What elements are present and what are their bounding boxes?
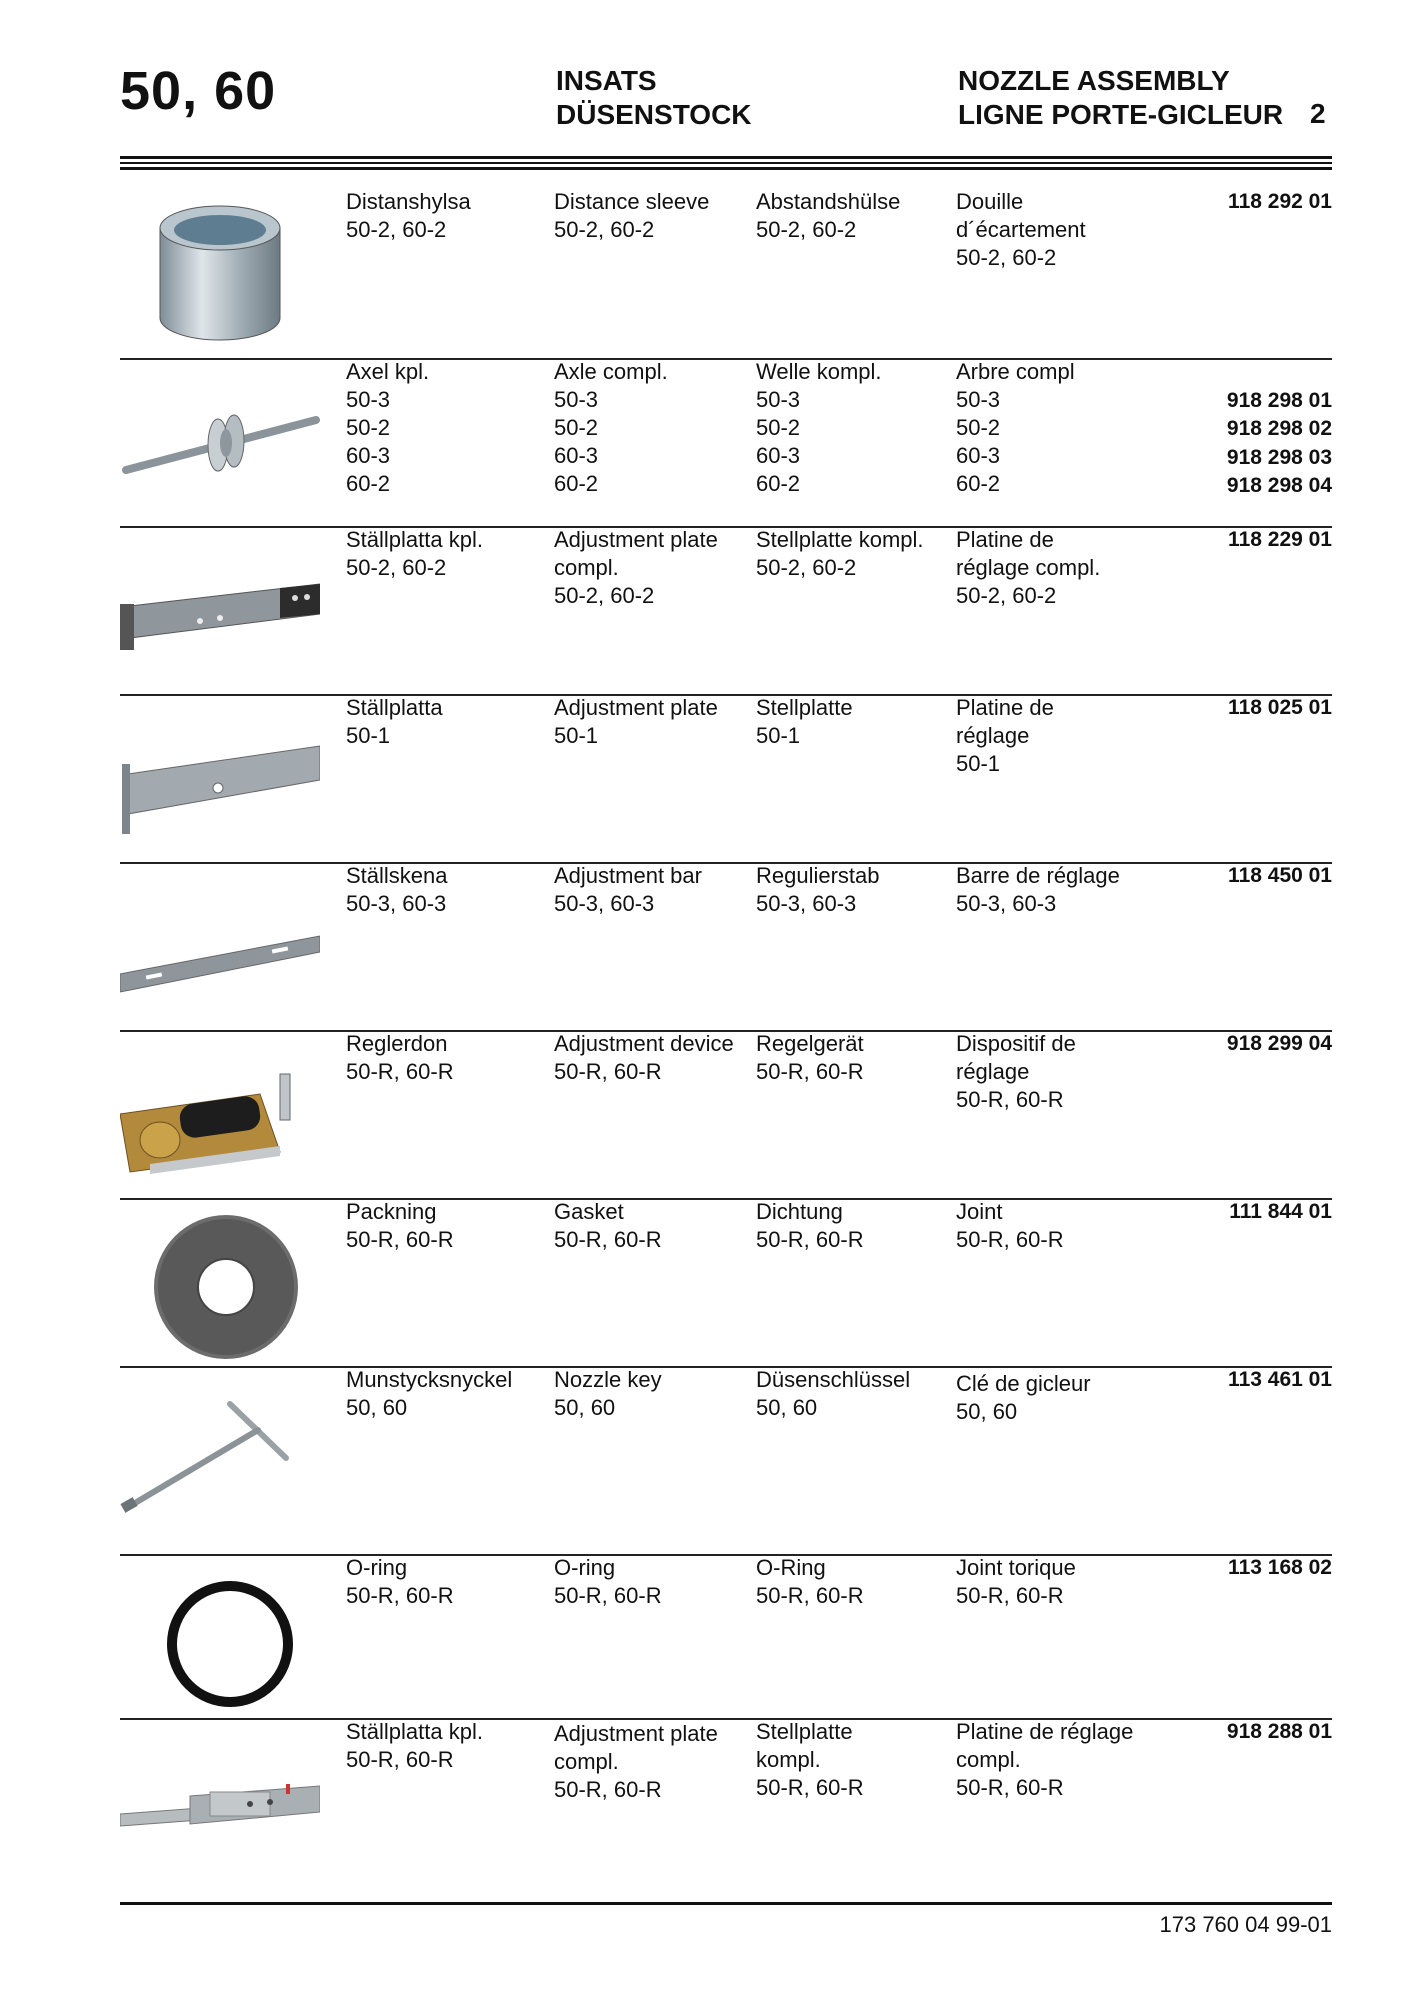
part-name-english: Nozzle key 50, 60 xyxy=(554,1367,662,1420)
title-german: DÜSENSTOCK xyxy=(556,99,752,130)
part-number: 118 025 01 xyxy=(1228,696,1332,719)
part-name-french: Platine de réglage compl. 50-R, 60-R xyxy=(956,1719,1134,1800)
part-name-german: Abstandshülse 50-2, 60-2 xyxy=(756,189,901,242)
o-ring-icon xyxy=(120,1572,320,1712)
part-row xyxy=(120,1554,1332,1718)
part-name-swedish: Ställplatta kpl. 50-R, 60-R xyxy=(346,1719,483,1772)
part-row xyxy=(120,1366,1332,1554)
part-number: 118 229 01 xyxy=(1228,528,1332,551)
part-name-french: Arbre compl 50-3 50-2 60-3 60-2 xyxy=(956,359,1075,496)
part-name-english: Gasket 50-R, 60-R xyxy=(554,1199,662,1252)
part-number: 113 461 01 xyxy=(1228,1368,1332,1391)
part-row xyxy=(120,1718,1332,1888)
part-number: 118 450 01 xyxy=(1228,864,1332,887)
part-row xyxy=(120,358,1332,526)
part-name-french: Douille d´écartement 50-2, 60-2 xyxy=(956,189,1086,270)
part-name-english: Axle compl. 50-3 50-2 60-3 60-2 xyxy=(554,359,668,496)
part-name-english: O-ring 50-R, 60-R xyxy=(554,1555,662,1608)
part-row xyxy=(120,526,1332,694)
adjustment-bar-icon xyxy=(120,912,320,1002)
header-rule xyxy=(120,167,1332,170)
part-name-french: Platine de réglage compl. 50-2, 60-2 xyxy=(956,527,1101,608)
header-rule xyxy=(120,162,1332,164)
part-name-swedish: Packning 50-R, 60-R xyxy=(346,1199,454,1252)
document-code: 173 760 04 99-01 xyxy=(1159,1912,1332,1937)
adjustment-plate-r-icon xyxy=(120,1764,320,1844)
part-row xyxy=(120,1198,1332,1366)
part-name-english: Adjustment bar 50-3, 60-3 xyxy=(554,863,702,916)
part-name-swedish: Distanshylsa 50-2, 60-2 xyxy=(346,189,471,242)
part-name-english: Distance sleeve 50-2, 60-2 xyxy=(554,189,710,242)
part-name-swedish: Munstycksnyckel 50, 60 xyxy=(346,1367,513,1420)
part-name-french: Joint torique 50-R, 60-R xyxy=(956,1555,1076,1608)
section-title-swedish-german xyxy=(556,64,752,132)
part-name-german: Stellplatte kompl. 50-2, 60-2 xyxy=(756,527,924,580)
part-number: 918 298 01 918 298 02 918 298 03 918 298 04 xyxy=(1226,388,1332,497)
part-name-french: Dispositif de réglage 50-R, 60-R xyxy=(956,1031,1076,1112)
adjustment-plate-icon xyxy=(120,734,320,844)
part-name-french: Joint 50-R, 60-R xyxy=(956,1199,1064,1252)
part-name-swedish: Ställskena 50-3, 60-3 xyxy=(346,863,448,916)
part-number: 918 288 01 xyxy=(1226,1720,1332,1743)
title-french: LIGNE PORTE-GICLEUR xyxy=(958,99,1284,130)
part-name-english: Adjustment plate compl. 50-2, 60-2 xyxy=(554,527,718,608)
part-number: 918 299 04 xyxy=(1226,1032,1332,1055)
part-row xyxy=(120,694,1332,862)
part-number: 113 168 02 xyxy=(1228,1556,1332,1579)
part-name-german: Regulierstab 50-3, 60-3 xyxy=(756,863,880,916)
page-number: 2 xyxy=(1310,98,1326,129)
part-name-swedish: O-ring 50-R, 60-R xyxy=(346,1555,454,1608)
model-heading: 50, 60 xyxy=(120,61,277,121)
adjustment-plate-compl-icon xyxy=(120,566,320,666)
section-title-english-french xyxy=(958,64,1283,132)
title-english: NOZZLE ASSEMBLY xyxy=(958,65,1230,96)
part-row xyxy=(120,1030,1332,1198)
part-row xyxy=(120,188,1332,358)
part-name-swedish: Axel kpl. 50-3 50-2 60-3 60-2 xyxy=(346,359,430,496)
part-name-german: O-Ring 50-R, 60-R xyxy=(756,1555,864,1608)
part-name-swedish: Ställplatta 50-1 xyxy=(346,695,443,748)
title-swedish: INSATS xyxy=(556,65,657,96)
part-name-german: Dichtung 50-R, 60-R xyxy=(756,1199,864,1252)
part-name-english: Adjustment plate 50-1 xyxy=(554,695,718,748)
nozzle-key-icon xyxy=(120,1396,320,1526)
axle-icon xyxy=(120,378,320,508)
part-name-english: Adjustment device 50-R, 60-R xyxy=(554,1031,734,1084)
part-name-german: Stellplatte kompl. 50-R, 60-R xyxy=(756,1719,864,1800)
part-name-swedish: Reglerdon 50-R, 60-R xyxy=(346,1031,454,1084)
part-name-french: Platine de réglage 50-1 xyxy=(956,695,1054,776)
part-name-german: Regelgerät 50-R, 60-R xyxy=(756,1031,864,1084)
adjustment-device-icon xyxy=(120,1054,320,1184)
part-name-french: Barre de réglage 50-3, 60-3 xyxy=(956,863,1120,916)
part-name-german: Stellplatte 50-1 xyxy=(756,695,853,748)
part-number: 111 844 01 xyxy=(1229,1200,1332,1223)
part-name-french: Clé de gicleur 50, 60 xyxy=(956,1371,1091,1424)
header-rule xyxy=(120,156,1332,159)
gasket-icon xyxy=(120,1212,320,1362)
footer-rule xyxy=(120,1902,1332,1905)
part-name-english: Adjustment plate compl. 50-R, 60-R xyxy=(554,1721,718,1802)
part-name-german: Düsenschlüssel 50, 60 xyxy=(756,1367,911,1420)
part-row xyxy=(120,862,1332,1030)
part-name-swedish: Ställplatta kpl. 50-2, 60-2 xyxy=(346,527,483,580)
part-name-german: Welle kompl. 50-3 50-2 60-3 60-2 xyxy=(756,359,882,496)
part-number: 118 292 01 xyxy=(1228,190,1332,213)
sleeve-icon xyxy=(120,198,320,348)
